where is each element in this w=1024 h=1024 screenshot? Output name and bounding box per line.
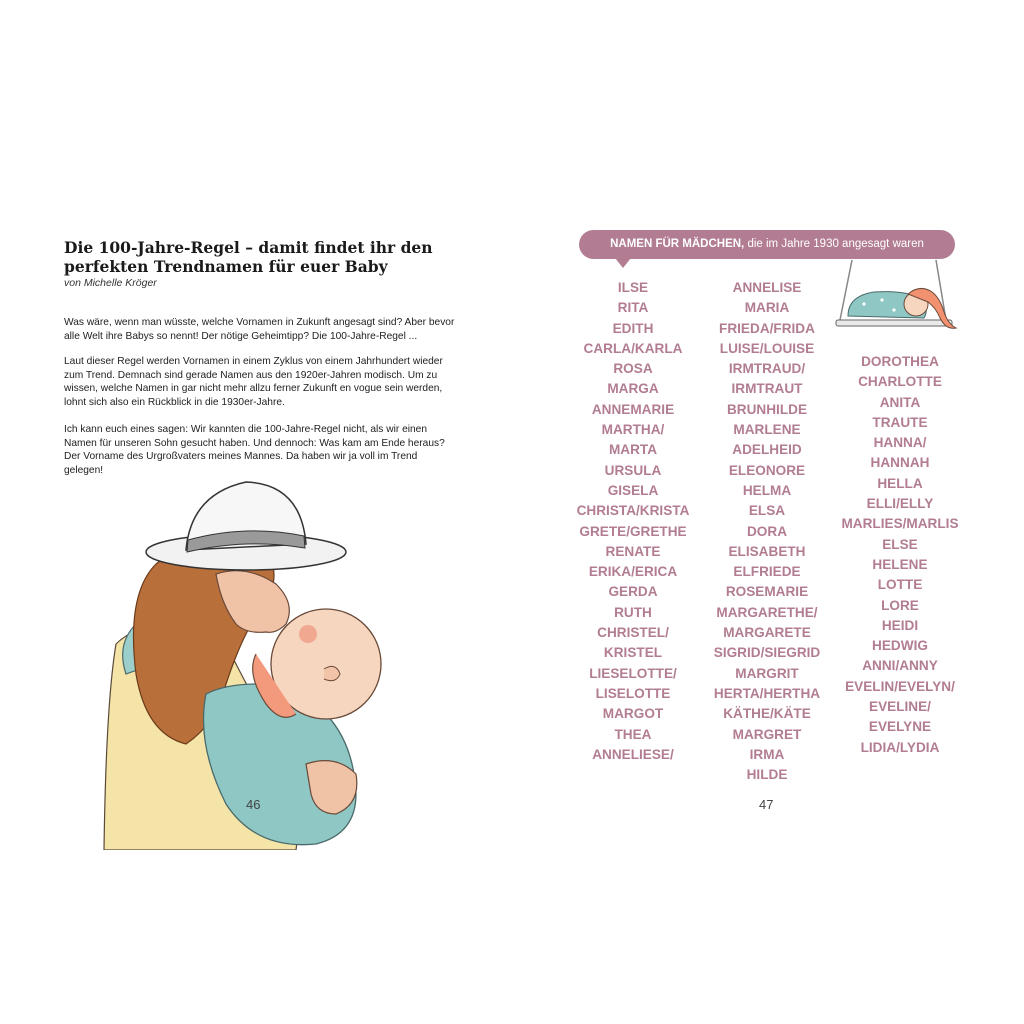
- list-item: ANNELISE: [732, 280, 802, 295]
- list-item: KRISTEL: [603, 645, 663, 661]
- article-title: Die 100-Jahre-Regel – damit findet ihr den perfekten Trendnamen für euer Baby: [64, 238, 433, 276]
- list-item: CHRISTEL/: [597, 625, 669, 641]
- list-item: CHARLOTTE: [858, 374, 942, 390]
- page-number-left: 46: [246, 797, 261, 812]
- list-item: MARLENE: [733, 422, 801, 438]
- list-item: ILSE: [617, 280, 649, 295]
- paragraph-rule: Laut dieser Regel werden Vornamen in einem Zyklus von einem Jahrhundert wieder zum Trend. Demnach sind gerade Namen aus den 1920er-Jahren modisch. Um zu wissen, welche Namen in gar nicht mehr allzu ferner Zukunft en vogue sein werden, lohnt sich also ein Rückblick in die 1930er-Jahre.: [64, 356, 443, 408]
- list-item: RENATE: [605, 543, 661, 559]
- list-item: ANNI/ANNY: [862, 658, 938, 674]
- list-item: MARTA: [608, 442, 658, 458]
- list-item: DOROTHEA: [861, 354, 939, 369]
- list-item: ELEONORE: [728, 462, 806, 478]
- list-item: MARGRIT: [735, 665, 799, 681]
- list-item: ROSA: [613, 361, 653, 377]
- sleeping-baby-on-swing-illustration: [834, 258, 962, 358]
- article-author: von Michelle Kröger: [64, 277, 157, 289]
- list-item: LIDIA/LYDIA: [860, 739, 940, 755]
- list-item: EVELINE/: [869, 699, 931, 715]
- list-item: GRETE/GRETHE: [579, 523, 687, 539]
- list-item: EDITH: [612, 320, 654, 336]
- list-item: LIESELOTTE/: [589, 665, 677, 681]
- list-item: HANNAH: [870, 455, 930, 471]
- list-item: HELMA: [742, 482, 792, 498]
- list-item: ERIKA/ERICA: [588, 564, 678, 580]
- list-item: MARGARETHE/: [716, 604, 818, 620]
- names-column-1: [567, 278, 699, 765]
- list-item: LUISE/LOUISE: [719, 340, 815, 356]
- list-item: LOTTE: [877, 577, 923, 593]
- paragraph-intro: Was wäre, wenn man wüsste, welche Vornamen in Zukunft angesagt sind? Aber bevor alle Welt ihre Babys so nennt! Der nötige Geheimtipp? Die 100-Jahre-Regel ...: [64, 317, 455, 342]
- list-item: ADELHEID: [732, 442, 802, 458]
- list-item: CHRISTA/KRISTA: [576, 503, 690, 519]
- list-item: SIGRID/SIEGRID: [713, 645, 821, 661]
- list-item: MARTHA/: [601, 422, 665, 438]
- list-item: FRIEDA/FRIDA: [719, 320, 815, 336]
- list-item: HELENE: [872, 556, 928, 572]
- page-number-right: 47: [759, 797, 774, 812]
- list-item: THEA: [614, 726, 652, 742]
- list-item: HEIDI: [881, 617, 919, 633]
- list-item: KÄTHE/KÄTE: [723, 706, 811, 722]
- banner-rest-text: die im Jahre 1930 angesagt waren: [744, 238, 924, 250]
- names-column-2: [702, 278, 832, 785]
- list-item: GISELA: [607, 482, 659, 498]
- right-page: [512, 0, 1024, 1024]
- list-item: MARGOT: [602, 706, 664, 722]
- list-item: CARLA/KARLA: [583, 340, 683, 356]
- list-item: LORE: [881, 597, 919, 613]
- list-item: RITA: [617, 300, 649, 316]
- list-item: HERTA/HERTHA: [713, 685, 821, 701]
- list-item: ELISABETH: [728, 543, 806, 559]
- list-item: HEDWIG: [872, 638, 928, 654]
- list-item: ANNELIESE/: [592, 746, 674, 762]
- list-item: HELLA: [877, 475, 923, 491]
- list-item: IRMTRAUT: [731, 381, 803, 397]
- list-item: MARGARETE: [723, 625, 811, 641]
- list-item: MARGRET: [732, 726, 802, 742]
- names-column-3: [835, 352, 965, 758]
- list-item: HILDE: [746, 767, 788, 783]
- names-banner: [579, 230, 955, 259]
- list-item: IRMTRAUD/: [728, 361, 806, 377]
- list-item: ELSA: [748, 503, 786, 519]
- list-item: MARIA: [744, 300, 790, 316]
- list-item: ELFRIEDE: [733, 564, 801, 580]
- list-item: RUTH: [614, 604, 652, 620]
- list-item: EVELYNE: [868, 719, 932, 735]
- list-item: ANITA: [879, 394, 921, 410]
- paragraph-personal: Ich kann euch eines sagen: Wir kannten die 100-Jahre-Regel nicht, als wir einen Namen für unseren Sohn gesucht haben. Und dennoch: Was kam am Ende heraus? Der Vorname des Urgroßvaters meines Mannes. Da haben wir ja voll im Trend gelegen!: [64, 424, 445, 476]
- list-item: ELLI/ELLY: [866, 496, 934, 512]
- list-item: EVELIN/EVELYN/: [845, 678, 955, 694]
- banner-bold-text: NAMEN FÜR MÄDCHEN,: [610, 238, 745, 250]
- list-item: URSULA: [604, 462, 662, 478]
- list-item: MARGA: [607, 381, 659, 397]
- list-item: MARLIES/MARLIS: [841, 516, 959, 532]
- list-item: IRMA: [749, 746, 785, 762]
- banner-pointer: [615, 258, 631, 268]
- list-item: BRUNHILDE: [726, 401, 808, 417]
- list-item: LISELOTTE: [595, 685, 671, 701]
- mother-holding-baby-illustration: [96, 474, 386, 850]
- list-item: ANNEMARIE: [591, 401, 675, 417]
- list-item: DORA: [746, 523, 788, 539]
- list-item: GERDA: [608, 584, 658, 600]
- list-item: HANNA/: [873, 435, 927, 451]
- list-item: TRAUTE: [872, 414, 928, 430]
- list-item: ROSEMARIE: [725, 584, 809, 600]
- list-item: ELSE: [882, 536, 918, 552]
